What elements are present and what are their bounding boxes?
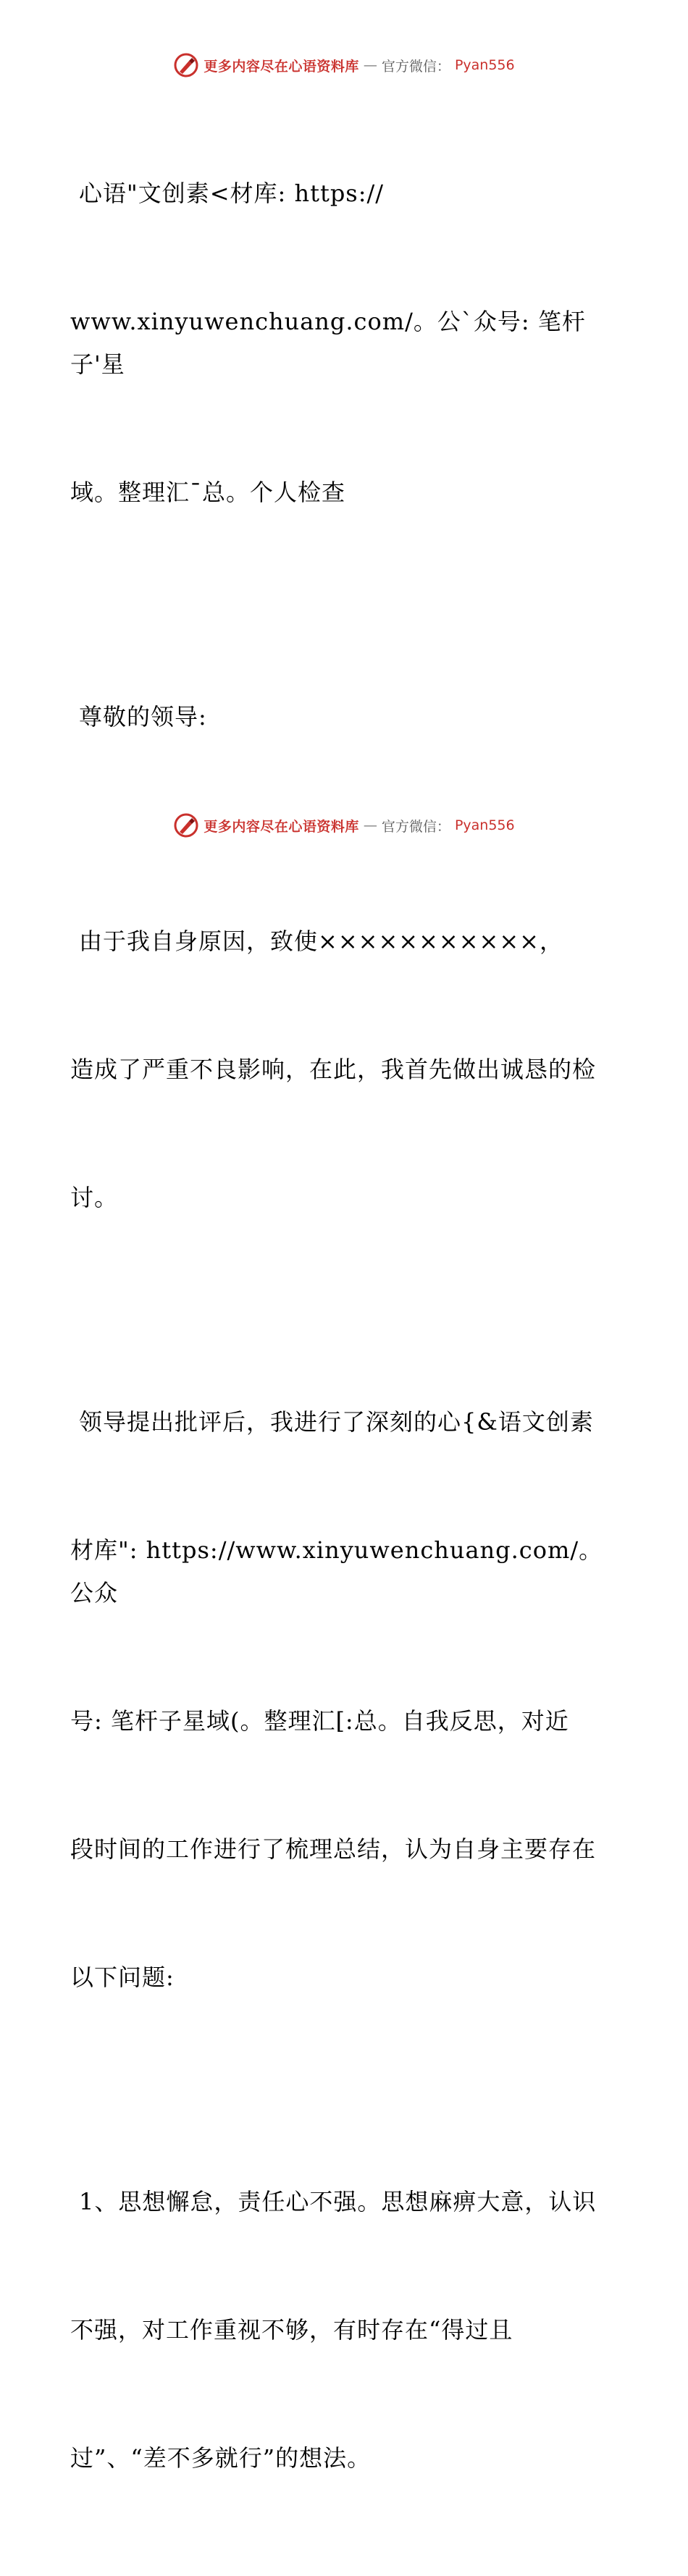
header-paragraph [70,87,621,599]
banner-wechat-label: 官方微信： [381,818,450,835]
paragraph-line: 1、思想懈怠，责任心不强。思想麻痹大意，认识 [79,2188,597,2215]
paragraph-line: 段时间的工作进行了梳理总结，认为自身主要存在 [70,1835,597,1863]
banner-text: 更多内容尽在心语资料库 [204,818,359,835]
paragraph-line: 号: 笔杆子星域(。整理汇[:总。自我反思，对近 [70,1707,569,1735]
banner-wechat-id: Pyan556 [454,57,515,73]
header-line: 心语"文创素<材库: https:// [79,180,385,207]
banner-dash: — [363,57,377,73]
paragraph-line: 讨。 [70,1184,119,1211]
footer-banner [0,811,688,840]
paragraph-line: 过”、“差不多就行”的想法。 [70,2444,372,2472]
pen-logo-icon [173,52,199,78]
header-line: 域。整理汇¯总。个人检查 [70,479,346,506]
header-line: www.xinyuwenchuang.com/。公`众号: 笔杆子'星 [70,308,586,378]
banner-text: 更多内容尽在心语资料库 [204,58,359,75]
banner-wechat-id: Pyan556 [454,817,515,833]
paragraph-line: 由于我自身原因，致使×××××××××××， [79,927,563,955]
document-body [70,87,621,2576]
header-banner [0,51,688,80]
salutation [70,610,621,824]
paragraph-line: 领导提出批评后，我进行了深刻的心{&语文创素 [79,1408,594,1436]
salutation-text: 尊敬的领导: [79,703,207,731]
paragraph-line: 造成了严重不良影响，在此，我首先做出诚恳的检 [70,1056,597,1083]
banner-wechat-label: 官方微信： [381,58,450,75]
paragraph-2 [70,1316,621,2084]
paragraph-line: 材库": https://www.xinyuwenchuang.com/。公众 [70,1536,603,1607]
paragraph-3 [70,2095,621,2565]
paragraph-1 [70,835,621,1305]
pen-logo-icon [173,812,199,838]
paragraph-line: 不强，对工作重视不够，有时存在“得过且 [70,2316,513,2344]
banner-dash: — [363,817,377,833]
paragraph-line: 以下问题: [70,1963,175,1991]
